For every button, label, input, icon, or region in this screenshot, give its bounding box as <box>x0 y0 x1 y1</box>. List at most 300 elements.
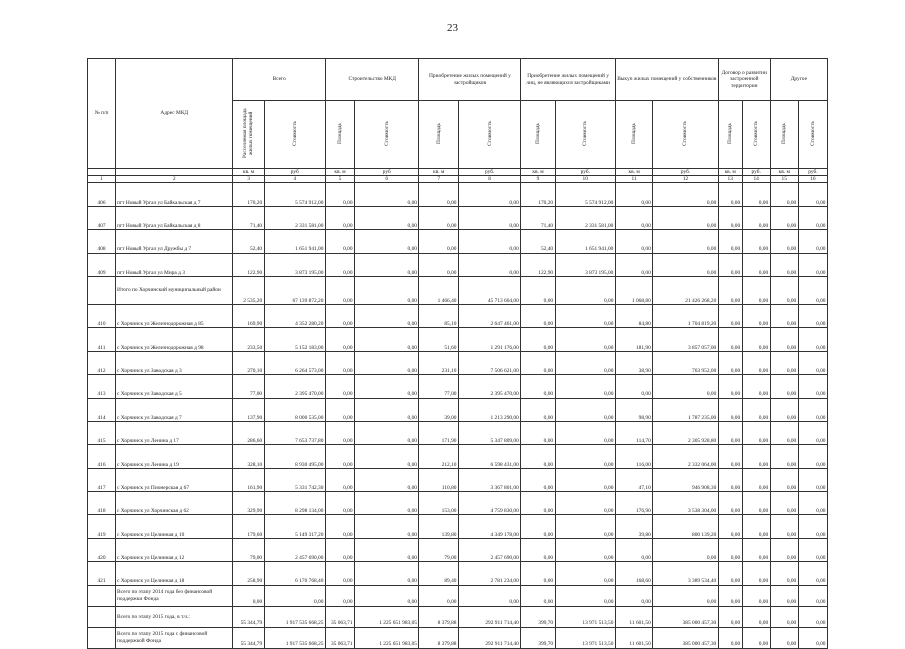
area-value: 47,10 <box>615 468 652 491</box>
column-number: 13 <box>718 176 742 183</box>
area-value: 328,10 <box>233 445 264 468</box>
cost-value: 0,00 <box>555 398 615 421</box>
cost-value: 0,00 <box>555 515 615 538</box>
header-resettled-area: Расселяемая площадь жилых помещений <box>233 101 264 169</box>
header-group-development-agreement: Договор о развитии застроенной территории <box>718 59 770 101</box>
area-value: 0,00 <box>718 585 742 606</box>
area-value: 329,90 <box>233 492 264 515</box>
cost-value: 6 598 431,00 <box>458 445 520 468</box>
cost-value: 0,00 <box>798 606 827 627</box>
cost-value: 2 395 470,00 <box>264 375 325 398</box>
cost-value: 5 347 809,00 <box>458 421 520 444</box>
cost-value: 0,00 <box>264 585 325 606</box>
area-value: 399,70 <box>521 606 555 627</box>
cost-value: 0,00 <box>742 328 770 351</box>
area-value: 153,00 <box>419 492 458 515</box>
area-value: 0,00 <box>770 398 798 421</box>
cost-value: 0,00 <box>742 351 770 374</box>
cost-value: 0,00 <box>555 421 615 444</box>
area-value: 122,90 <box>233 253 264 276</box>
cost-value: 2 781 234,00 <box>458 562 520 585</box>
area-value: 0,00 <box>615 206 652 229</box>
address-cell: с Хорчинск ул Пионерская д 67 <box>116 468 233 491</box>
row-number: 417 <box>88 468 116 491</box>
area-value: 0,00 <box>770 421 798 444</box>
unit-cell: кв. м <box>770 169 798 176</box>
area-value: 0,00 <box>770 183 798 206</box>
cost-value: 1 291 176,00 <box>458 328 520 351</box>
cost-value: 0,00 <box>555 538 615 561</box>
area-value: 38,90 <box>615 351 652 374</box>
cost-value: 8 930 495,00 <box>264 445 325 468</box>
row-number: 420 <box>88 538 116 561</box>
table-row <box>88 351 828 374</box>
area-value: 171,90 <box>419 421 458 444</box>
table-row <box>88 206 828 229</box>
cost-value: 0,00 <box>798 538 827 561</box>
cost-value: 0,00 <box>742 562 770 585</box>
cost-value: 1 917 535 668,25 <box>264 627 325 648</box>
address-cell: с Хорчинск ул Ленина д 19 <box>116 445 233 468</box>
area-value: 84,80 <box>615 304 652 327</box>
area-value: 0,00 <box>770 515 798 538</box>
area-value: 0,00 <box>718 276 742 304</box>
area-value: 77,00 <box>419 375 458 398</box>
unit-cell: кв. м <box>615 169 652 176</box>
cost-value: 0,00 <box>798 328 827 351</box>
cost-value: 0,00 <box>458 206 520 229</box>
header-cost: Стоимость <box>742 101 770 169</box>
cost-value: 0,00 <box>355 375 419 398</box>
row-number <box>88 585 116 606</box>
unit-cell: кв. м <box>718 169 742 176</box>
area-value: 2 535,20 <box>233 276 264 304</box>
cost-value: 0,00 <box>653 375 718 398</box>
cost-value: 0,00 <box>798 515 827 538</box>
area-value: 0,00 <box>770 304 798 327</box>
cost-value: 21 426 268,20 <box>653 276 718 304</box>
column-number: 9 <box>521 176 555 183</box>
area-value: 0,00 <box>770 206 798 229</box>
cost-value: 0,00 <box>458 230 520 253</box>
area-value: 170,20 <box>521 183 555 206</box>
cost-value: 0,00 <box>555 492 615 515</box>
cost-value: 0,00 <box>798 253 827 276</box>
table-row <box>88 230 828 253</box>
area-value: 231,10 <box>419 351 458 374</box>
header-group-other: Другое <box>770 59 827 101</box>
area-value: 89,40 <box>419 562 458 585</box>
table-row <box>88 421 828 444</box>
cost-value: 0,00 <box>798 398 827 421</box>
row-number <box>88 627 116 648</box>
unit-cell: кв. м <box>233 169 264 176</box>
table-row <box>88 328 828 351</box>
row-number: 413 <box>88 375 116 398</box>
table-row <box>88 183 828 206</box>
area-value: 0,00 <box>770 538 798 561</box>
header-group-developers: Приобретение жилых помещений у застройщиков <box>419 59 521 101</box>
cost-value: 3 367 801,00 <box>458 468 520 491</box>
cost-value: 0,00 <box>742 375 770 398</box>
cost-value: 0,00 <box>742 421 770 444</box>
cost-value: 2 395 470,00 <box>458 375 520 398</box>
row-number <box>88 606 116 627</box>
area-value: 286,60 <box>233 421 264 444</box>
cost-value: 3 857 057,00 <box>653 328 718 351</box>
cost-value: 2 305 928,80 <box>653 421 718 444</box>
address-cell: с Хорчинск ул Заводская д 7 <box>116 398 233 421</box>
cost-value: 0,00 <box>555 276 615 304</box>
cost-value: 0,00 <box>555 328 615 351</box>
area-value: 0,00 <box>615 253 652 276</box>
total-label: Всего по этапу 2015 года с финансовой поддержкой Фонда <box>116 627 233 648</box>
cost-value: 0,00 <box>458 585 520 606</box>
cost-value: 0,00 <box>798 230 827 253</box>
area-value: 0,00 <box>718 328 742 351</box>
area-value: 0,00 <box>718 398 742 421</box>
cost-value: 946 908,30 <box>653 468 718 491</box>
table-row <box>88 492 828 515</box>
area-value: 0,00 <box>718 562 742 585</box>
area-value: 0,00 <box>521 398 555 421</box>
header-group-total: Всего <box>233 59 325 101</box>
area-value: 0,00 <box>521 585 555 606</box>
cost-value: 4 759 830,00 <box>458 492 520 515</box>
area-value: 35 063,71 <box>325 627 354 648</box>
header-area: Площадь <box>521 101 555 169</box>
header-area: Площадь <box>615 101 652 169</box>
area-value: 0,00 <box>718 538 742 561</box>
column-number: 11 <box>615 176 652 183</box>
cost-value: 0,00 <box>355 515 419 538</box>
table-row <box>88 538 828 561</box>
area-value: 0,00 <box>325 351 354 374</box>
cost-value: 0,00 <box>555 351 615 374</box>
address-cell: с Хорчинск ул Целинная д 12 <box>116 538 233 561</box>
area-value: 52,40 <box>233 230 264 253</box>
area-value: 114,70 <box>615 421 652 444</box>
header-cost: Стоимость <box>264 101 325 169</box>
column-number: 3 <box>233 176 264 183</box>
area-value: 51,60 <box>419 328 458 351</box>
area-value: 139,80 <box>419 515 458 538</box>
area-value: 0,00 <box>718 445 742 468</box>
cost-value: 0,00 <box>555 468 615 491</box>
cost-value: 1 225 651 983,05 <box>355 627 419 648</box>
cost-value: 0,00 <box>458 253 520 276</box>
unit-cell: руб. <box>742 169 770 176</box>
area-value: 212,10 <box>419 445 458 468</box>
row-number: 409 <box>88 253 116 276</box>
area-value: 0,00 <box>615 230 652 253</box>
area-value: 0,00 <box>325 253 354 276</box>
address-cell: с Хорчинск ул Ленина д 17 <box>116 421 233 444</box>
area-value: 0,00 <box>325 304 354 327</box>
cost-value: 6 264 573,00 <box>264 351 325 374</box>
cost-value: 0,00 <box>555 585 615 606</box>
header-area: Площадь <box>718 101 742 169</box>
area-value: 0,00 <box>521 445 555 468</box>
area-value: 52,40 <box>521 230 555 253</box>
cost-value: 5 331 742,30 <box>264 468 325 491</box>
area-value: 0,00 <box>521 538 555 561</box>
cost-value: 6 170 768,40 <box>264 562 325 585</box>
area-value: 0,00 <box>325 328 354 351</box>
cost-value: 0,00 <box>555 445 615 468</box>
cost-value: 292 911 714,40 <box>458 606 520 627</box>
row-number: 418 <box>88 492 116 515</box>
area-value: 55 344,79 <box>233 606 264 627</box>
area-value: 1 068,80 <box>615 276 652 304</box>
table-row <box>88 375 828 398</box>
cost-value: 2 331 581,00 <box>264 206 325 229</box>
area-value: 0,00 <box>770 276 798 304</box>
area-value: 0,00 <box>419 206 458 229</box>
cost-value: 1 704 819,20 <box>653 304 718 327</box>
cost-value: 292 911 714,40 <box>458 627 520 648</box>
cost-value: 0,00 <box>798 492 827 515</box>
cost-value: 3 389 534,40 <box>653 562 718 585</box>
cost-value: 2 332 064,00 <box>653 445 718 468</box>
area-value: 0,00 <box>325 375 354 398</box>
cost-value: 1 787 235,00 <box>653 398 718 421</box>
table-row <box>88 468 828 491</box>
cost-value: 0,00 <box>742 468 770 491</box>
unit-cell: руб <box>355 169 419 176</box>
unit-cell: руб. <box>653 169 718 176</box>
area-value: 71,40 <box>521 206 555 229</box>
cost-value: 8 000 535,00 <box>264 398 325 421</box>
unit-cell: руб. <box>458 169 520 176</box>
area-value: 0,00 <box>419 585 458 606</box>
cost-value: 0,00 <box>742 206 770 229</box>
cost-value: 5 574 912,00 <box>264 183 325 206</box>
column-number: 5 <box>325 176 354 183</box>
address-cell: с Хорчинск ул Железнодорожная д 98 <box>116 328 233 351</box>
area-value: 0,00 <box>521 562 555 585</box>
area-value: 79,00 <box>419 538 458 561</box>
cost-value: 0,00 <box>742 398 770 421</box>
area-value: 0,00 <box>521 468 555 491</box>
cost-value: 0,00 <box>798 585 827 606</box>
cost-value: 0,00 <box>355 230 419 253</box>
area-value: 0,00 <box>770 445 798 468</box>
area-value: 0,00 <box>325 183 354 206</box>
cost-value: 0,00 <box>653 253 718 276</box>
area-value: 233,50 <box>233 328 264 351</box>
column-number: 16 <box>798 176 827 183</box>
table-row <box>88 445 828 468</box>
area-value: 0,00 <box>718 230 742 253</box>
cost-value: 0,00 <box>742 606 770 627</box>
row-number: 407 <box>88 206 116 229</box>
cost-value: 0,00 <box>742 445 770 468</box>
cost-value: 0,00 <box>355 206 419 229</box>
cost-value: 0,00 <box>355 276 419 304</box>
cost-value: 0,00 <box>555 304 615 327</box>
row-number: 412 <box>88 351 116 374</box>
area-value: 0,00 <box>770 585 798 606</box>
cost-value: 0,00 <box>355 562 419 585</box>
area-value: 116,00 <box>615 445 652 468</box>
header-cost: Стоимость <box>458 101 520 169</box>
cost-value: 67 139 872,20 <box>264 276 325 304</box>
cost-value: 0,00 <box>355 351 419 374</box>
area-value: 0,00 <box>718 253 742 276</box>
address-cell: пгт Новый Ургал ул Дружбы д 7 <box>116 230 233 253</box>
cost-value: 0,00 <box>798 351 827 374</box>
area-value: 0,00 <box>615 585 652 606</box>
address-cell: с Хорчинск ул Заводская д 5 <box>116 375 233 398</box>
area-value: 39,80 <box>615 515 652 538</box>
cost-value: 0,00 <box>742 538 770 561</box>
unit-cell: руб. <box>798 169 827 176</box>
area-value: 0,00 <box>521 515 555 538</box>
cost-value: 0,00 <box>355 183 419 206</box>
area-value: 110,80 <box>419 468 458 491</box>
row-number: 410 <box>88 304 116 327</box>
area-value: 0,00 <box>325 515 354 538</box>
area-value: 0,00 <box>521 375 555 398</box>
area-value: 0,00 <box>521 421 555 444</box>
total-row <box>88 585 828 606</box>
cost-value: 0,00 <box>355 398 419 421</box>
header-cost: Стоимость <box>653 101 718 169</box>
area-value: 0,00 <box>718 421 742 444</box>
area-value: 0,00 <box>770 375 798 398</box>
cost-value: 0,00 <box>355 468 419 491</box>
area-value: 1 466,40 <box>419 276 458 304</box>
cost-value: 800 139,20 <box>653 515 718 538</box>
row-number: 414 <box>88 398 116 421</box>
total-label: Итого по Хорчинский муниципальный район <box>116 276 233 304</box>
cost-value: 7 653 737,80 <box>264 421 325 444</box>
page-number: 23 <box>447 22 458 34</box>
area-value: 169,90 <box>233 304 264 327</box>
cost-value: 0,00 <box>798 206 827 229</box>
cost-value: 5 574 912,00 <box>555 183 615 206</box>
row-number <box>88 276 116 304</box>
area-value: 0,00 <box>325 276 354 304</box>
area-value: 0,00 <box>325 421 354 444</box>
cost-value: 0,00 <box>742 276 770 304</box>
cost-value: 13 971 513,50 <box>555 627 615 648</box>
area-value: 0,00 <box>718 492 742 515</box>
header-no: № п/п <box>88 59 116 169</box>
cost-value: 0,00 <box>355 585 419 606</box>
column-number: 7 <box>419 176 458 183</box>
row-number: 421 <box>88 562 116 585</box>
cost-value: 0,00 <box>798 445 827 468</box>
address-cell: с Хорчинск ул Хорчинская д 62 <box>116 492 233 515</box>
cost-value: 0,00 <box>653 538 718 561</box>
cost-value: 5 149 317,20 <box>264 515 325 538</box>
cost-value: 8 298 134,00 <box>264 492 325 515</box>
header-group-construction: Строительство МКД <box>325 59 419 101</box>
cost-value: 0,00 <box>653 206 718 229</box>
cost-value: 0,00 <box>798 375 827 398</box>
row-number: 415 <box>88 421 116 444</box>
cost-value: 2 457 690,00 <box>458 538 520 561</box>
area-value: 258,90 <box>233 562 264 585</box>
cost-value: 4 349 178,00 <box>458 515 520 538</box>
cost-value: 45 713 604,00 <box>458 276 520 304</box>
cost-value: 0,00 <box>653 183 718 206</box>
area-value: 8 379,88 <box>419 606 458 627</box>
cost-value: 0,00 <box>798 562 827 585</box>
cost-value: 0,00 <box>355 445 419 468</box>
cost-value: 0,00 <box>798 276 827 304</box>
area-value: 0,00 <box>718 627 742 648</box>
column-number: 6 <box>355 176 419 183</box>
area-value: 0,00 <box>325 398 354 421</box>
area-value: 98,90 <box>615 398 652 421</box>
header-cost: Стоимость <box>555 101 615 169</box>
cost-value: 1 225 651 983,05 <box>355 606 419 627</box>
row-number: 416 <box>88 445 116 468</box>
cost-value: 0,00 <box>355 328 419 351</box>
cost-value: 13 971 513,50 <box>555 606 615 627</box>
cost-value: 0,00 <box>355 538 419 561</box>
cost-value: 0,00 <box>798 304 827 327</box>
cost-value: 0,00 <box>555 562 615 585</box>
cost-value: 0,00 <box>742 585 770 606</box>
area-value: 39,00 <box>419 398 458 421</box>
area-value: 181,90 <box>615 328 652 351</box>
area-value: 0,00 <box>325 538 354 561</box>
area-value: 0,00 <box>718 468 742 491</box>
address-cell: пгт Новый Ургал ул Байкальская д 8 <box>116 206 233 229</box>
table-row <box>88 253 828 276</box>
cost-value: 0,00 <box>742 627 770 648</box>
area-value: 0,00 <box>770 468 798 491</box>
table-row <box>88 398 828 421</box>
area-value: 0,00 <box>521 328 555 351</box>
area-value: 0,00 <box>770 230 798 253</box>
resettlement-table <box>87 58 828 649</box>
area-value: 0,00 <box>325 585 354 606</box>
total-row <box>88 276 828 304</box>
cost-value: 1 651 941,00 <box>264 230 325 253</box>
area-value: 0,00 <box>718 606 742 627</box>
area-value: 399,70 <box>521 627 555 648</box>
cost-value: 0,00 <box>653 585 718 606</box>
address-cell: пгт Новый Ургал ул Байкальская д 7 <box>116 183 233 206</box>
column-number: 1 <box>88 176 116 183</box>
table-row <box>88 515 828 538</box>
area-value: 0,00 <box>325 230 354 253</box>
area-value: 0,00 <box>615 375 652 398</box>
cost-value: 3 873 195,00 <box>555 253 615 276</box>
area-value: 55 344,79 <box>233 627 264 648</box>
area-value: 85,10 <box>419 304 458 327</box>
cost-value: 0,00 <box>742 304 770 327</box>
row-number: 406 <box>88 183 116 206</box>
row-number: 408 <box>88 230 116 253</box>
cost-value: 0,00 <box>742 492 770 515</box>
area-value: 0,00 <box>419 230 458 253</box>
area-value: 0,00 <box>325 562 354 585</box>
area-value: 77,00 <box>233 375 264 398</box>
area-value: 0,00 <box>521 276 555 304</box>
cost-value: 1 651 941,00 <box>555 230 615 253</box>
area-value: 0,00 <box>770 562 798 585</box>
cost-value: 0,00 <box>742 183 770 206</box>
cost-value: 4 352 280,20 <box>264 304 325 327</box>
cost-value: 0,00 <box>798 421 827 444</box>
unit-cell: руб. <box>555 169 615 176</box>
